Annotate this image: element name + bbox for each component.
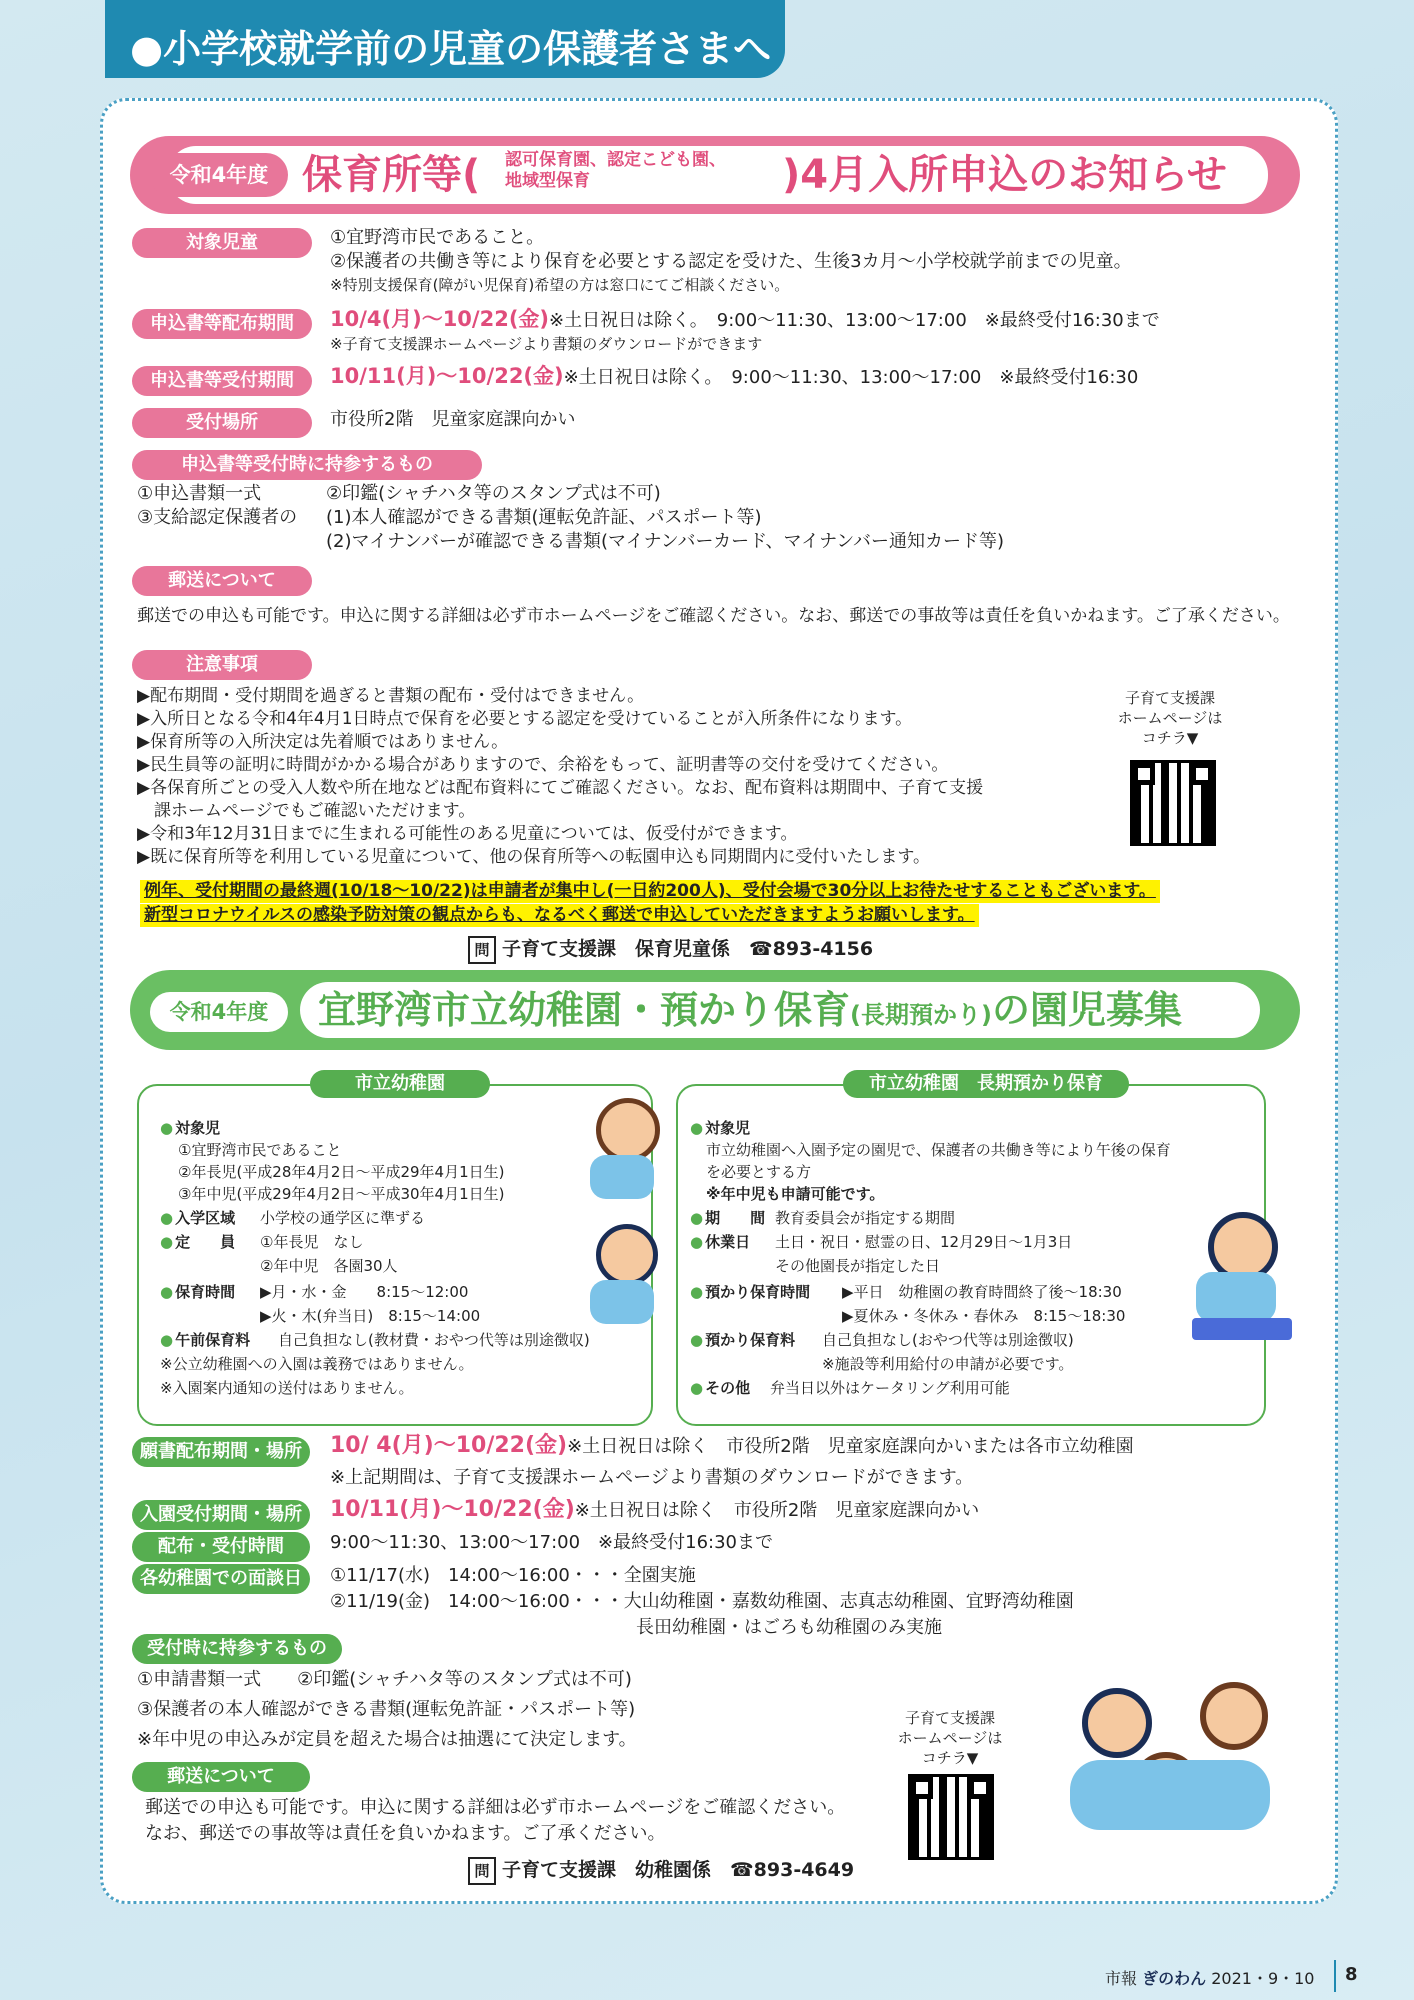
bullet-icon bbox=[160, 1119, 175, 1137]
boxB-line: を必要とする方 bbox=[706, 1163, 812, 1181]
boxA-line: 入学区域 bbox=[175, 1209, 236, 1227]
girl-illustration bbox=[596, 1098, 660, 1162]
r1-label: 願書配布期間・場所 bbox=[132, 1437, 310, 1467]
contact-1-text: 子育て支援課 保育児童係 ☎893-4156 bbox=[502, 938, 874, 960]
mail2-label: 郵送について bbox=[132, 1762, 310, 1792]
boxB-target-head bbox=[690, 1118, 750, 1138]
bullet-icon bbox=[690, 1331, 705, 1349]
page-number: 8 bbox=[1345, 1964, 1358, 1985]
bring-3c: (2)マイナンバーが確認できる書類(マイナンバーカード、マイナンバー通知カード等) bbox=[326, 531, 1004, 552]
r4-2: ②11/19(金) 14:00～16:00・・・大山幼稚園・嘉数幼稚園、志真志幼稚園、宜野湾幼稚園 bbox=[330, 1591, 1074, 1612]
note-item: ▶保育所等の入所決定は先着順ではありません。 bbox=[137, 732, 509, 752]
bring2-3: ※年中児の申込みが定員を超えた場合は抽選にて決定します。 bbox=[137, 1729, 637, 1750]
boxB-line: 対象児 bbox=[705, 1119, 751, 1137]
r4-3: 長田幼稚園・はごろも幼稚園のみ実施 bbox=[636, 1617, 942, 1638]
qr-caption-line: コチラ▼ bbox=[921, 1749, 979, 1767]
kids-group-illustration bbox=[1082, 1688, 1152, 1758]
recv-label: 申込書等受付期間 bbox=[132, 366, 312, 396]
bullet-icon bbox=[690, 1379, 705, 1397]
kid-keyboard-body-illustration bbox=[1196, 1272, 1276, 1322]
boxA-line: 対象児 bbox=[175, 1119, 221, 1137]
sec1-title-b: )4月入所申込のお知らせ bbox=[782, 152, 1227, 198]
boxA-line: ▶月・水・金 8:15～12:00 bbox=[260, 1283, 469, 1301]
r3-label: 配布・受付時間 bbox=[132, 1532, 310, 1562]
boxB-line: その他園長が指定した日 bbox=[775, 1257, 941, 1275]
bullet-icon bbox=[160, 1283, 175, 1301]
boxB-line: ▶平日 幼稚園の教育時間終了後～18:30 bbox=[842, 1283, 1122, 1301]
bring-label: 申込書等受付時に持参するもの bbox=[132, 450, 482, 480]
qr-caption-line: ホームページは bbox=[897, 1729, 1003, 1747]
r2-date: 10/11(月)～10/22(金) bbox=[330, 1497, 575, 1522]
r3-text: 9:00～11:30、13:00～17:00 ※最終受付16:30まで bbox=[330, 1532, 773, 1553]
bring2-label: 受付時に持参するもの bbox=[132, 1634, 342, 1664]
boxA-line: ②年中児 各園30人 bbox=[260, 1257, 398, 1275]
sec1-title-sub2: 地域型保育 bbox=[505, 171, 590, 191]
note-item: ▶民生員等の証明に時間がかかる場合がありますので、余裕をもって、証明書等の交付を受けてください。 bbox=[137, 755, 949, 775]
boxA-line: ③年中児(平成29年4月2日～平成30年4月1日生) bbox=[178, 1185, 505, 1203]
highlight-2: 新型コロナウイルスの感染予防対策の観点からも、なるべく郵送で申込していただきますようお願いします。 bbox=[140, 904, 979, 927]
r2-line bbox=[330, 1498, 979, 1523]
contact-2-text: 子育て支援課 幼稚園係 ☎893-4649 bbox=[502, 1859, 855, 1881]
mail2-2: なお、郵送での事故等は責任を負いかねます。ご了承ください。 bbox=[145, 1823, 666, 1844]
boxA-line: ②年長児(平成28年4月2日～平成29年4月1日生) bbox=[178, 1163, 505, 1181]
qr2-caption bbox=[880, 1708, 1020, 1768]
boxB-line: その他 bbox=[705, 1379, 751, 1397]
place-text: 市役所2階 児童家庭課向かい bbox=[330, 409, 576, 430]
qr-code-kindergarten[interactable] bbox=[908, 1774, 994, 1860]
keyboard-harmonica-illustration bbox=[1192, 1318, 1292, 1340]
inquiry-icon: 問 bbox=[468, 1857, 496, 1885]
notes-label: 注意事項 bbox=[132, 650, 312, 680]
boy-illustration bbox=[596, 1224, 658, 1286]
banner-title: ●小学校就学前の児童の保護者さまへ bbox=[130, 27, 772, 71]
sec2-title bbox=[318, 982, 1182, 1038]
qr-caption-line: 子育て支援課 bbox=[904, 1709, 995, 1727]
qr1-caption bbox=[1100, 688, 1240, 748]
boxA-line: 小学校の通学区に準ずる bbox=[260, 1209, 426, 1227]
qr-caption-line: 子育て支援課 bbox=[1124, 689, 1215, 707]
sec1-year-badge: 令和4年度 bbox=[150, 153, 288, 197]
boxB-line: 土日・祝日・慰霊の日、12月29日～1月3日 bbox=[775, 1233, 1073, 1251]
boxB-line: ※年中児も申請可能です。 bbox=[706, 1185, 885, 1203]
note-item: ▶既に保育所等を利用している児童について、他の保育所等への転園申込も同期間内に受付いたします。 bbox=[137, 847, 931, 867]
bullet-icon bbox=[160, 1331, 175, 1349]
kids-group-girl-illustration bbox=[1200, 1682, 1268, 1750]
bring-1b: ②印鑑(シャチハタ等のスタンプ式は不可) bbox=[326, 483, 661, 504]
dist-note: ※子育て支援課ホームページより書類のダウンロードができます bbox=[330, 335, 763, 353]
girl-body-illustration bbox=[590, 1155, 654, 1199]
bring2-1: ①申請書類一式 ②印鑑(シャチハタ等のスタンプ式は不可) bbox=[137, 1669, 632, 1690]
boxB-period-head bbox=[690, 1208, 765, 1228]
r4-1: ①11/17(水) 14:00～16:00・・・全園実施 bbox=[330, 1565, 696, 1586]
bullet-icon bbox=[690, 1283, 705, 1301]
boxB-holiday-head bbox=[690, 1232, 750, 1252]
sec1-title-sub1: 認可保育園、認定こども園、 bbox=[505, 150, 726, 170]
bullet-icon bbox=[160, 1233, 175, 1251]
boxA-line: ▶火・木(弁当日) 8:15～14:00 bbox=[260, 1307, 481, 1325]
boxA-line: 定 員 bbox=[175, 1233, 236, 1251]
box-long-care bbox=[676, 1084, 1266, 1426]
boxB-line: 期 間 bbox=[705, 1209, 766, 1227]
bring-3b: (1)本人確認ができる書類(運転免許証、パスポート等) bbox=[326, 507, 762, 528]
qr-caption-line: ホームページは bbox=[1117, 709, 1223, 727]
target-label: 対象児童 bbox=[132, 228, 312, 258]
recv-rest: ※土日祝日は除く。 9:00～11:30、13:00～17:00 ※最終受付16:30 bbox=[563, 367, 1139, 388]
recv-line bbox=[330, 364, 1138, 390]
bring-3a: ③支給認定保護者の bbox=[137, 507, 298, 528]
place-label: 受付場所 bbox=[132, 408, 312, 438]
qr-caption-line: コチラ▼ bbox=[1141, 729, 1199, 747]
dist-label: 申込書等配布期間 bbox=[132, 309, 312, 339]
note-item: ▶配布期間・受付期間を過ぎると書類の配布・受付はできません。 bbox=[137, 686, 645, 706]
r1-note: ※上記期間は、子育て支援課ホームページより書類のダウンロードができます。 bbox=[330, 1467, 974, 1488]
footer-brand: ぎのわん bbox=[1142, 1969, 1207, 1988]
footer-date: 2021・9・10 bbox=[1211, 1969, 1315, 1988]
footer-publication: 市報 bbox=[1105, 1969, 1138, 1988]
boxB-line: ※施設等利用給付の申請が必要です。 bbox=[822, 1355, 1074, 1373]
dist-rest: ※土日祝日は除く。 9:00～11:30、13:00～17:00 ※最終受付16:30まで bbox=[549, 310, 1160, 331]
boxA-cap-head bbox=[160, 1232, 235, 1252]
boxA-line: ※公立幼稚園への入園は義務ではありません。 bbox=[160, 1355, 474, 1373]
boxB-line: 預かり保育時間 bbox=[705, 1283, 811, 1301]
box-long-care-title: 市立幼稚園 長期預かり保育 bbox=[843, 1070, 1129, 1098]
boxB-line: 市立幼稚園へ入園予定の園児で、保護者の共働き等により午後の保育 bbox=[706, 1141, 1171, 1159]
r1-date: 10/ 4(月)～10/22(金) bbox=[330, 1433, 568, 1458]
boxB-line: 弁当日以外はケータリング利用可能 bbox=[770, 1379, 1010, 1397]
bring-1a: ①申込書類一式 bbox=[137, 483, 262, 504]
r1-rest: ※土日祝日は除く 市役所2階 児童家庭課向かいまたは各市立幼稚園 bbox=[567, 1436, 1134, 1457]
sec1-title-a: 保育所等( bbox=[302, 152, 481, 198]
sec1-title-sub bbox=[505, 150, 726, 192]
sec2-title-b: の園児募集 bbox=[991, 988, 1182, 1032]
boxB-time-head bbox=[690, 1282, 810, 1302]
target-note: ※特別支援保育(障がい児保育)希望の方は窓口にてご相談ください。 bbox=[330, 276, 790, 294]
target-line-2: ②保護者の共働き等により保育を必要とする認定を受けた、生後3カ月～小学校就学前までの児童。 bbox=[330, 251, 1132, 272]
contact-2 bbox=[468, 1855, 854, 1885]
sec2-year-badge: 令和4年度 bbox=[150, 992, 288, 1032]
inquiry-icon: 問 bbox=[468, 936, 496, 964]
dist-line bbox=[330, 307, 1160, 333]
r1-line bbox=[330, 1434, 1134, 1459]
boxA-area-head bbox=[160, 1208, 235, 1228]
sec2-title-a: 宜野湾市立幼稚園・預かり保育 bbox=[318, 988, 851, 1032]
r2-rest: ※土日祝日は除く 市役所2階 児童家庭課向かい bbox=[574, 1500, 980, 1521]
boxA-line: 保育時間 bbox=[175, 1283, 236, 1301]
note-item: ▶入所日となる令和4年4月1日時点で保育を必要とする認定を受けていることが入所条件になります。 bbox=[137, 709, 913, 729]
bullet-icon bbox=[160, 1209, 175, 1227]
mail-label: 郵送について bbox=[132, 566, 312, 596]
boxA-line: ①年長児 なし bbox=[260, 1233, 364, 1251]
boxA-line: ①宜野湾市民であること bbox=[178, 1141, 342, 1159]
boxA-line: 午前保育料 bbox=[175, 1331, 251, 1349]
highlight-1: 例年、受付期間の最終週(10/18～10/22)は申請者が集中し(一日約200人)、受付会場で30分以上お待たせすることもございます。 bbox=[140, 880, 1160, 903]
boxA-fee-head bbox=[160, 1330, 250, 1350]
boxB-line: 教育委員会が指定する期間 bbox=[775, 1209, 956, 1227]
boxA-line: ※入園案内通知の送付はありません。 bbox=[160, 1379, 414, 1397]
boxB-line: 預かり保育料 bbox=[705, 1331, 796, 1349]
boxB-line: 自己負担なし(おやつ代等は別途徴収) bbox=[822, 1331, 1074, 1349]
recv-date: 10/11(月)～10/22(金) bbox=[330, 364, 564, 388]
note-item: ▶令和3年12月31日までに生まれる可能性のある児童については、仮受付ができます。 bbox=[137, 824, 798, 844]
sec2-title-sub: (長期預かり) bbox=[850, 1001, 992, 1029]
target-line-1: ①宜野湾市民であること。 bbox=[330, 227, 545, 248]
note-item: ▶各保育所ごとの受入人数や所在地などは配布資料にてご確認ください。なお、配布資料は期間中、子育て支援 bbox=[137, 778, 984, 798]
bullet-icon bbox=[690, 1209, 705, 1227]
contact-1 bbox=[468, 934, 873, 964]
qr-code-hoiku[interactable] bbox=[1130, 760, 1216, 846]
boxB-other-head bbox=[690, 1378, 750, 1398]
boxB-fee-head bbox=[690, 1330, 795, 1350]
boxA-line: 自己負担なし(教材費・おやつ代等は別途徴収) bbox=[278, 1331, 590, 1349]
boxB-line: 休業日 bbox=[705, 1233, 751, 1251]
box-kindergarten-title: 市立幼稚園 bbox=[310, 1070, 490, 1098]
bullet-icon bbox=[690, 1119, 705, 1137]
dist-date: 10/4(月)～10/22(金) bbox=[330, 307, 550, 331]
bring2-2: ③保護者の本人確認ができる書類(運転免許証・パスポート等) bbox=[137, 1699, 636, 1720]
kids-group-bodies-illustration bbox=[1070, 1760, 1270, 1830]
note-item: 課ホームページでもご確認いただけます。 bbox=[137, 801, 476, 821]
r4-label: 各幼稚園での面談日 bbox=[132, 1564, 310, 1594]
r2-label: 入園受付期間・場所 bbox=[132, 1500, 310, 1530]
boxA-time-head bbox=[160, 1282, 235, 1302]
boxA-target-head bbox=[160, 1118, 220, 1138]
boxB-line: ▶夏休み・冬休み・春休み 8:15～18:30 bbox=[842, 1307, 1126, 1325]
footer bbox=[1105, 1966, 1314, 1989]
footer-divider bbox=[1334, 1960, 1336, 1992]
mail-text: 郵送での申込も可能です。申込に関する詳細は必ず市ホームページをご確認ください。なお、郵送での事故等は責任を負いかねます。ご了承ください。 bbox=[137, 606, 1290, 626]
bullet-icon bbox=[690, 1233, 705, 1251]
mail2-1: 郵送での申込も可能です。申込に関する詳細は必ず市ホームページをご確認ください。 bbox=[145, 1797, 846, 1818]
boy-body-illustration bbox=[590, 1280, 654, 1324]
